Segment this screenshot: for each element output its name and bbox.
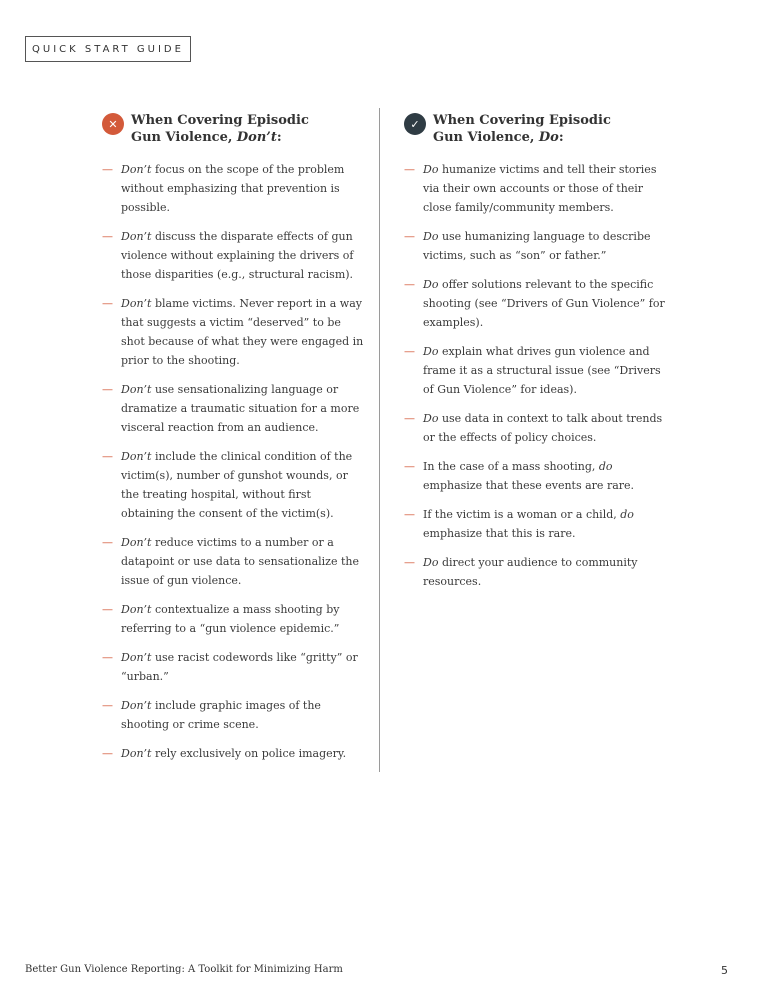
do-item: — Do use humanizing language to describe victims, such as “son” or father.” bbox=[404, 230, 651, 262]
x-icon: ✕ bbox=[102, 113, 124, 135]
do-title: When Covering Episodic Gun Violence, Do: bbox=[433, 113, 611, 145]
do-item: — Do direct your audience to community resources. bbox=[404, 556, 638, 588]
do-heading bbox=[404, 112, 666, 146]
dont-item: — Don’t include graphic images of the shooting or crime scene. bbox=[102, 699, 321, 731]
footer-title: Better Gun Violence Reporting: A Toolkit for Minimizing Harm bbox=[25, 964, 343, 975]
dont-item: — Don’t use sensationalizing language or dramatize a traumatic situation for a more visceral reaction from an audience. bbox=[102, 383, 360, 434]
do-item: — Do humanize victims and tell their stories via their own accounts or those of their close family/community members. bbox=[404, 163, 657, 214]
dont-item: — Don’t contextualize a mass shooting by referring to a “gun violence epidemic.” bbox=[102, 603, 340, 635]
do-item: — Do explain what drives gun violence and frame it as a structural issue (see “Drivers of Gun Violence” for ideas). bbox=[404, 345, 661, 396]
do-item: — Do offer solutions relevant to the specific shooting (see “Drivers of Gun Violence” for examples). bbox=[404, 278, 665, 329]
dont-item: — Don’t rely exclusively on police imagery. bbox=[102, 747, 347, 760]
do-list bbox=[404, 160, 666, 591]
dont-item: — Don’t focus on the scope of the problem without emphasizing that prevention is possible. bbox=[102, 163, 345, 214]
page-number: 5 bbox=[721, 964, 728, 977]
do-item: — In the case of a mass shooting, do emphasize that these events are rare. bbox=[404, 460, 635, 492]
dont-column bbox=[102, 112, 364, 773]
dont-title: When Covering Episodic Gun Violence, Don’t: bbox=[131, 113, 309, 145]
column-divider bbox=[379, 108, 380, 772]
dont-item: — Don’t use racist codewords like “gritty” or “urban.” bbox=[102, 651, 358, 683]
do-column bbox=[404, 112, 666, 601]
dont-heading bbox=[102, 112, 364, 146]
quick-start-badge: QUICK START GUIDE bbox=[25, 36, 191, 62]
dont-item: — Don’t blame victims. Never report in a way that suggests a victim “deserved” to be shot because of what they were engaged in prior to the shooting. bbox=[102, 297, 364, 367]
do-item: — Do use data in context to talk about trends or the effects of policy choices. bbox=[404, 412, 663, 444]
dont-item: — Don’t reduce victims to a number or a datapoint or use data to sensationalize the issue of gun violence. bbox=[102, 536, 359, 587]
dont-list bbox=[102, 160, 364, 763]
dont-item: — Don’t include the clinical condition of the victim(s), number of gunshot wounds, or the treating hospital, without first obtaining the consent of the victim(s). bbox=[102, 450, 353, 520]
do-item: — If the victim is a woman or a child, do emphasize that this is rare. bbox=[404, 508, 634, 540]
dont-item: — Don’t discuss the disparate effects of gun violence without explaining the drivers of those disparities (e.g., structural racism). bbox=[102, 230, 354, 281]
check-icon: ✓ bbox=[404, 113, 426, 135]
